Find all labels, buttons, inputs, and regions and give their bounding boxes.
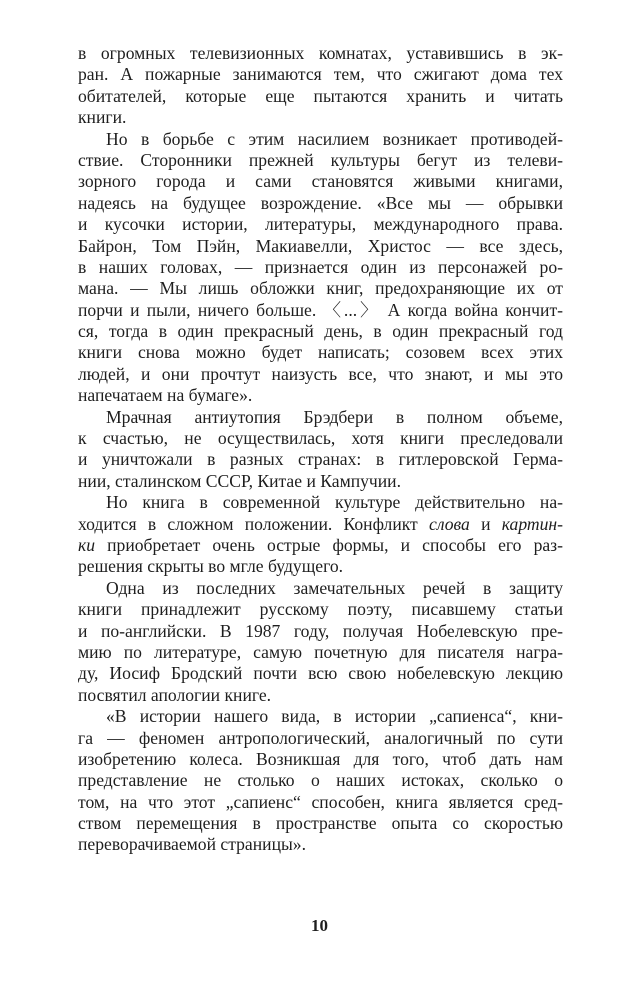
paragraph: [78, 706, 563, 856]
paragraph: [78, 43, 563, 129]
text-line: и уничтожали в разных странах: в гитлеровской Герма-: [78, 449, 563, 470]
text-line: Мрачная антиутопия Брэдбери в полном объеме,: [106, 406, 563, 427]
paragraph: [78, 129, 563, 407]
text-line: [78, 514, 563, 535]
text-line: книги.: [78, 107, 127, 128]
text-line: надеясь на будущее возрождение. «Все мы — обрывки: [78, 192, 563, 213]
italic-term: слова: [429, 513, 470, 534]
text-line: ду, Иосиф Бродский почти всю свою нобелевскую лекцию: [78, 663, 563, 684]
text-line: в огромных телевизионных комнатах, уставившись в эк-: [78, 43, 563, 63]
text-line: мана. — Мы лишь обложки книг, предохраняющие их от: [78, 278, 563, 299]
text-line: Байрон, Том Пэйн, Макиавелли, Христос — все здесь,: [78, 235, 563, 256]
text-segment: приобретает очень острые формы, и способы его раз-: [95, 534, 563, 555]
text-line: и по-английски. В 1987 году, получая Нобелевскую пре-: [78, 620, 563, 641]
text-line: [78, 535, 563, 556]
text-line: к счастью, не осуществилась, хотя книги преследовали: [78, 428, 563, 449]
text-line: посвятил апологии книге.: [78, 684, 272, 705]
paragraph: [78, 578, 563, 706]
italic-term: картин-: [501, 513, 564, 534]
text-line: книги снова можно будет написать; созовем всех этих: [78, 342, 563, 363]
text-line: порчи и пыли, ничего больше. 〈...〉 А когда война кончит-: [78, 299, 563, 320]
paragraph: [78, 407, 563, 493]
text-line: Одна из последних замечательных речей в защиту: [106, 577, 563, 598]
text-line: ран. А пожарные занимаются тем, что сжигают дома тех: [78, 64, 563, 85]
text-segment: и: [469, 513, 502, 534]
page-body: [78, 43, 563, 856]
text-segment: ходится в сложном положении. Конфликт: [78, 513, 430, 534]
text-line: Но книга в современной культуре действительно на-: [106, 492, 563, 513]
italic-term: ки: [78, 534, 96, 555]
text-line: том, на что этот „сапиенс“ способен, книга является сред-: [78, 791, 563, 812]
text-line: решения скрыты во мгле будущего.: [78, 556, 344, 577]
text-line: представление не столько о наших истоках, сколько о: [78, 770, 563, 791]
text-line: зорного города и сами становятся живыми книгами,: [78, 171, 563, 192]
text-line: переворачиваемой страницы».: [78, 834, 306, 855]
text-line: в наших головах, — признается один из персонажей ро-: [78, 256, 563, 277]
text-line: обитателей, которые еще пытаются хранить и читать: [78, 85, 563, 106]
text-line: напечатаем на бумаге».: [78, 385, 253, 406]
text-line: ствие. Сторонники прежней культуры бегут из телеви-: [78, 149, 563, 170]
page-number: 10: [311, 916, 328, 935]
text-line: ством перемещения в пространстве опыта со скоростью: [78, 813, 563, 834]
text-line: га — феномен антропологический, аналогичный по сути: [78, 727, 563, 748]
text-line: ся, тогда в один прекрасный день, в один прекрасный год: [78, 321, 563, 342]
text-line: изобретению колеса. Возникшая для того, чтоб дать нам: [78, 748, 563, 769]
text-line: Но в борьбе с этим насилием возникает противодей-: [106, 128, 563, 149]
text-line: «В истории нашего вида, в истории „сапиенса“, кни-: [106, 706, 563, 727]
paragraph: [78, 492, 563, 578]
text-line: нии, сталинском СССР, Китае и Кампучии.: [78, 470, 401, 491]
text-line: людей, и они прочтут наизусть все, что знают, и мы это: [78, 363, 563, 384]
text-line: книги принадлежит русскому поэту, писавшему статьи: [78, 599, 563, 620]
text-line: и кусочки истории, литературы, международного права.: [78, 214, 563, 235]
text-line: мию по литературе, самую почетную для писателя награ-: [78, 641, 563, 662]
